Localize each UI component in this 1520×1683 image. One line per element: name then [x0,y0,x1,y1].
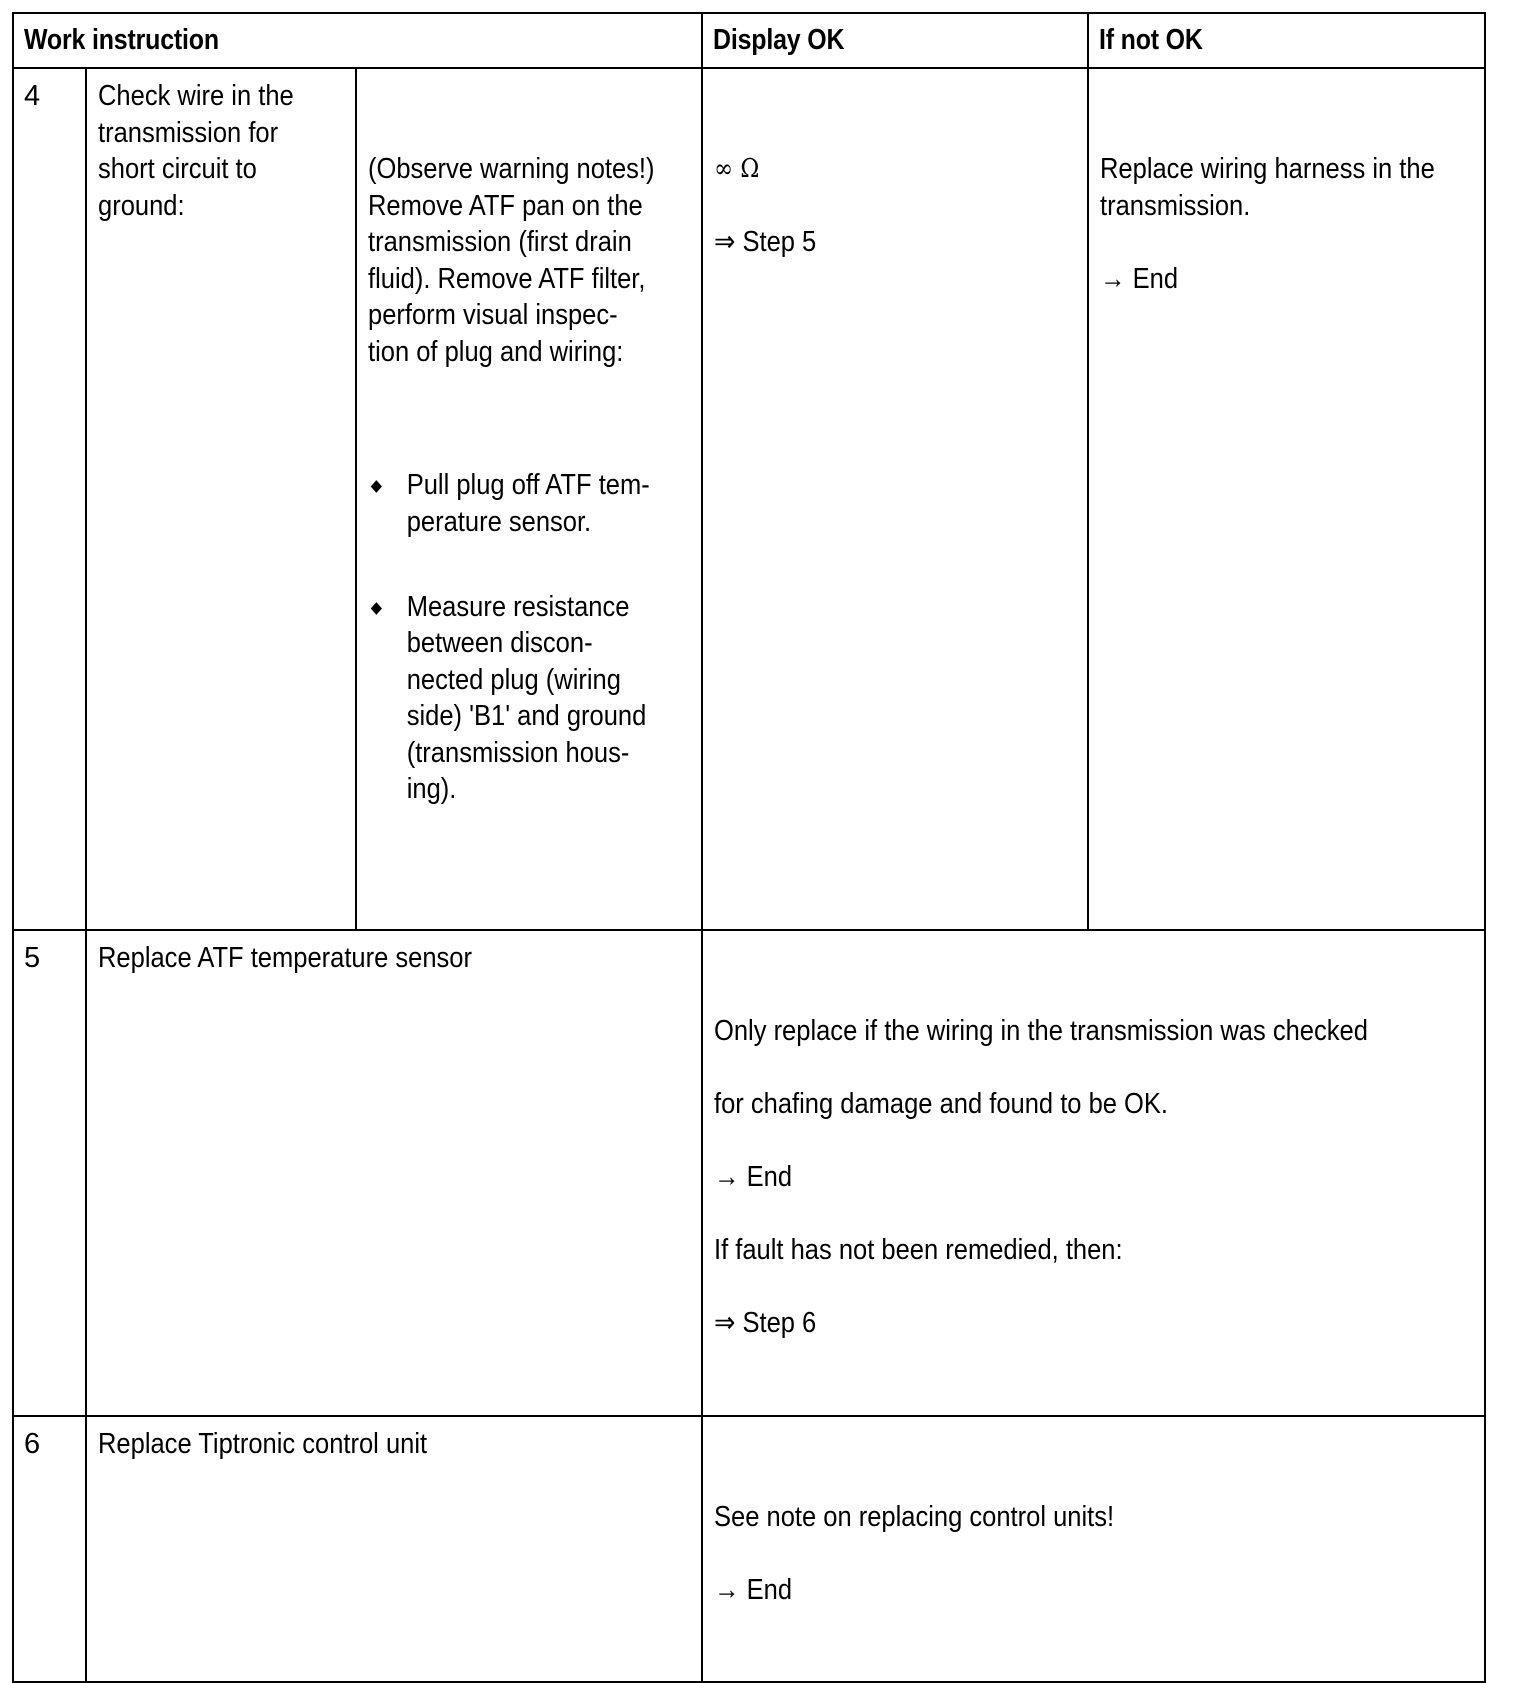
bullet-list [368,431,694,857]
result-line: Only replace if the wiring in the transmission was checked [714,1015,1368,1047]
result-line: If fault has not been remedied, then: [714,1234,1123,1266]
result-line: for chafing damage and found to be OK. [714,1088,1169,1120]
task-cell [86,1416,702,1683]
result-cell [702,1416,1485,1683]
step-number: 6 [13,1416,86,1683]
header-row [13,13,1485,68]
diamond-bullet-icon [371,602,382,615]
detail-cell [356,68,702,930]
diamond-bullet-icon [371,480,382,493]
task-cell [86,68,356,930]
step-number: 5 [13,930,86,1416]
task-text: Replace Tiptronic control unit [98,1427,428,1460]
result-line: ⇒ Step 6 [714,1307,817,1339]
header-work-instruction: Work instruction [13,13,702,68]
header-display-ok: Display OK [702,13,1088,68]
result-line: See note on replacing control units! [714,1500,1115,1533]
header-if-not-ok: If not OK [1088,13,1485,68]
task-text: Replace ATF temperature sensor [98,942,472,974]
task-cell [86,930,702,1416]
table-row-step-5 [13,930,1485,1416]
result-line: → End [714,1573,793,1606]
display-ok-value: ∞ Ω [714,154,760,184]
not-ok-text: Replace wiring harness in the transmission. [1100,153,1435,222]
list-item: Pull plug off ATF tem- perature sensor. [368,467,694,540]
display-ok-action: ⇒ Step 5 [714,226,817,258]
display-ok-cell [702,68,1088,930]
result-line: → End [714,1161,793,1193]
work-instruction-table [12,12,1486,1683]
detail-intro: (Observe warning notes!) Remove ATF pan on the transmission (first drain fluid). Remove ATF filter, perform visual inspec- tion of plug and wiring: [368,153,655,368]
not-ok-action: → End [1100,262,1179,295]
not-ok-cell [1088,68,1485,930]
list-item: Measure resistance between discon- nected plug (wiring side) 'B1' and ground (transmission hous- ing). [368,589,694,808]
result-cell [702,930,1485,1416]
task-text: Check wire in the transmission for short circuit to ground: [98,80,294,222]
step-number: 4 [13,68,86,930]
table-row-step-6 [13,1416,1485,1683]
table-row-step-4 [13,68,1485,930]
